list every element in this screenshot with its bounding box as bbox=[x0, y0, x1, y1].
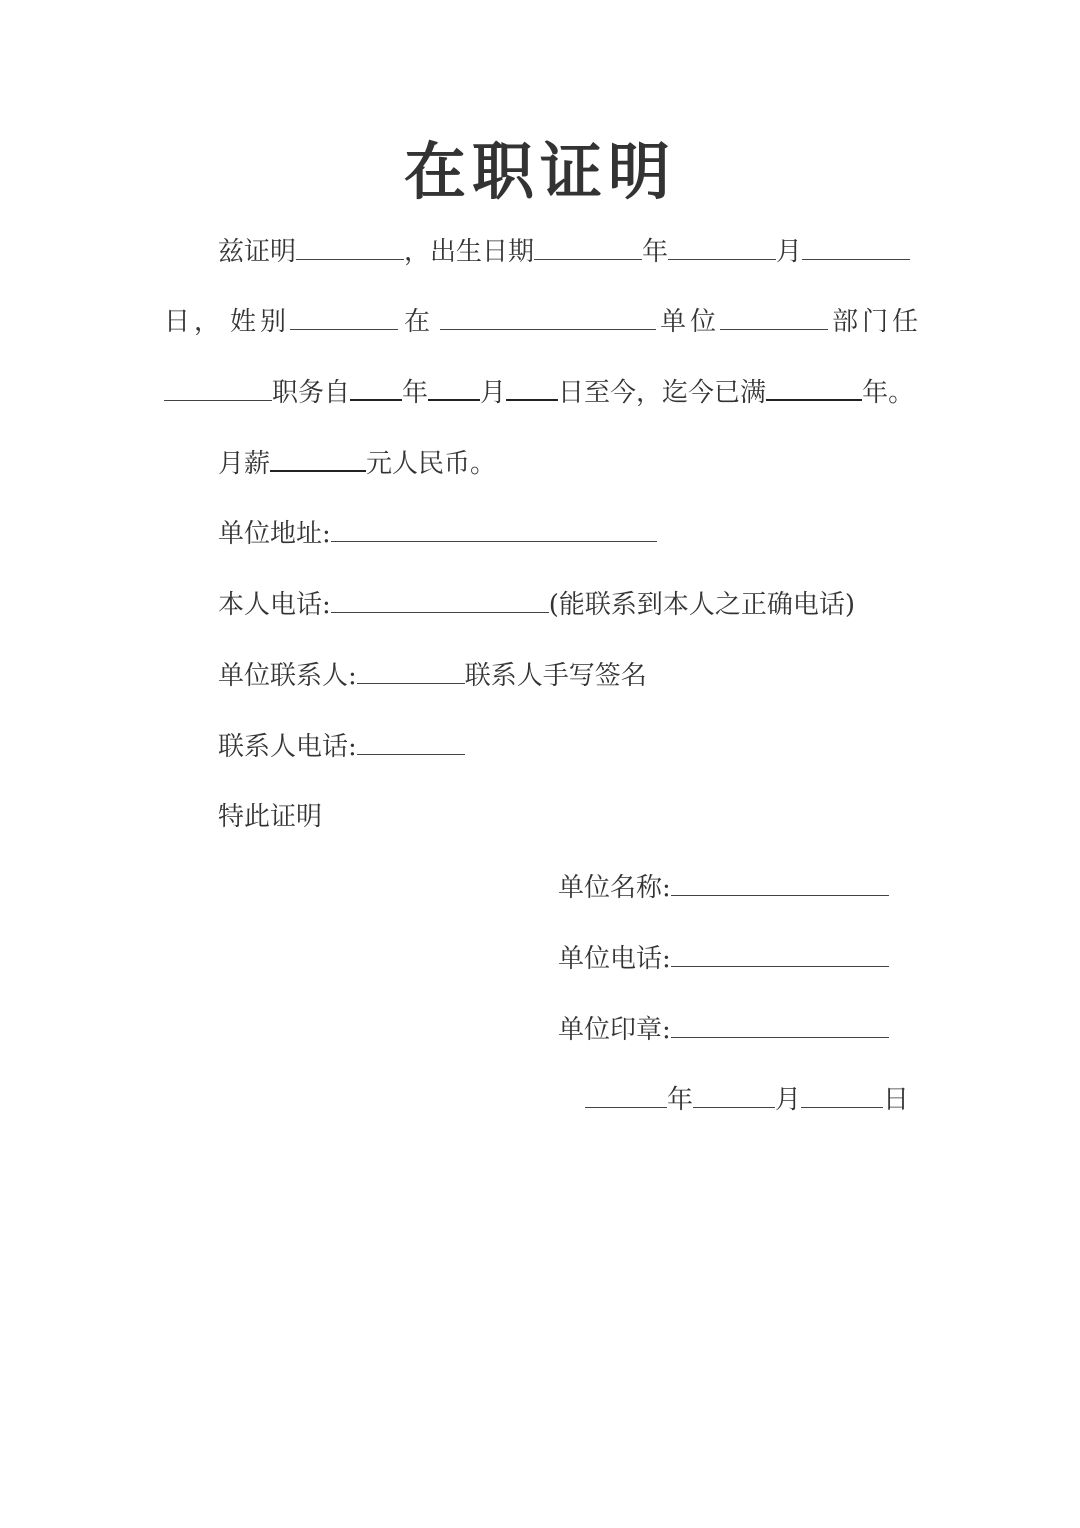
company-name-blank[interactable] bbox=[671, 871, 889, 896]
years-served-blank[interactable] bbox=[766, 375, 862, 401]
start-year-blank[interactable] bbox=[350, 375, 402, 401]
contact-blank[interactable] bbox=[357, 659, 465, 684]
text-position-since: 职务自 bbox=[272, 378, 351, 408]
closing-text: 特此证明 bbox=[218, 802, 323, 832]
text-start-month: 月 bbox=[480, 378, 507, 408]
text-year: 年 bbox=[642, 237, 669, 267]
contact-line bbox=[218, 656, 647, 696]
date-line bbox=[585, 1080, 909, 1120]
contact-phone-label: 联系人电话: bbox=[218, 732, 357, 762]
address-blank[interactable] bbox=[331, 517, 657, 542]
contact-signature-note: 联系人手写签名 bbox=[464, 661, 647, 691]
text-certify: 兹证明 bbox=[218, 237, 297, 267]
birth-day-blank[interactable] bbox=[802, 235, 910, 260]
date-year-label: 年 bbox=[667, 1085, 694, 1115]
address-line bbox=[218, 514, 657, 554]
company-phone-label: 单位电话: bbox=[558, 944, 671, 974]
text-start-year: 年 bbox=[402, 378, 429, 408]
gender-blank[interactable] bbox=[290, 305, 398, 330]
text-month: 月 bbox=[776, 237, 803, 267]
text-unit: 单位 bbox=[660, 307, 721, 337]
name-blank[interactable] bbox=[296, 235, 404, 260]
company-seal-label: 单位印章: bbox=[558, 1015, 671, 1045]
phone-line bbox=[218, 585, 855, 625]
company-seal-line bbox=[558, 1010, 889, 1050]
text-day: 日， bbox=[164, 307, 225, 337]
department-blank[interactable] bbox=[720, 305, 828, 330]
text-gender: 姓别 bbox=[230, 307, 291, 337]
closing-line bbox=[218, 797, 322, 837]
start-month-blank[interactable] bbox=[428, 375, 480, 401]
contact-phone-blank[interactable] bbox=[357, 730, 465, 755]
company-name-line bbox=[558, 868, 889, 908]
phone-blank[interactable] bbox=[331, 588, 549, 613]
date-day-blank[interactable] bbox=[801, 1083, 883, 1108]
salary-label: 月薪 bbox=[218, 449, 271, 479]
date-month-label: 月 bbox=[775, 1085, 802, 1115]
para-line-2 bbox=[164, 302, 922, 342]
position-blank[interactable] bbox=[164, 376, 272, 401]
company-phone-blank[interactable] bbox=[671, 942, 889, 967]
address-label: 单位地址: bbox=[218, 519, 331, 549]
company-seal-blank[interactable] bbox=[671, 1013, 889, 1038]
page-title: 在职证明 bbox=[403, 135, 676, 208]
contact-label: 单位联系人: bbox=[218, 661, 357, 691]
date-month-blank[interactable] bbox=[693, 1083, 775, 1108]
para-line-1 bbox=[218, 232, 910, 272]
company-blank[interactable] bbox=[440, 305, 656, 330]
phone-note: (能联系到本人之正确电话) bbox=[548, 590, 856, 620]
company-name-label: 单位名称: bbox=[558, 873, 671, 903]
text-until-now: 日至今，迄今已满 bbox=[558, 378, 767, 408]
start-day-blank[interactable] bbox=[506, 375, 558, 401]
birth-month-blank[interactable] bbox=[668, 235, 776, 260]
para-line-3 bbox=[164, 373, 914, 413]
phone-label: 本人电话: bbox=[218, 590, 331, 620]
date-year-blank[interactable] bbox=[585, 1083, 667, 1108]
date-day-label: 日 bbox=[883, 1085, 910, 1115]
birth-year-blank[interactable] bbox=[534, 235, 642, 260]
salary-blank[interactable] bbox=[270, 446, 366, 472]
company-phone-line bbox=[558, 939, 889, 979]
salary-line bbox=[218, 444, 496, 484]
text-at: 在 bbox=[404, 307, 435, 337]
text-years-end: 年。 bbox=[862, 378, 915, 408]
salary-suffix: 元人民币。 bbox=[366, 449, 497, 479]
text-birthdate: ，出生日期 bbox=[404, 237, 535, 267]
text-department: 部门任 bbox=[832, 307, 923, 337]
contact-phone-line bbox=[218, 727, 465, 767]
